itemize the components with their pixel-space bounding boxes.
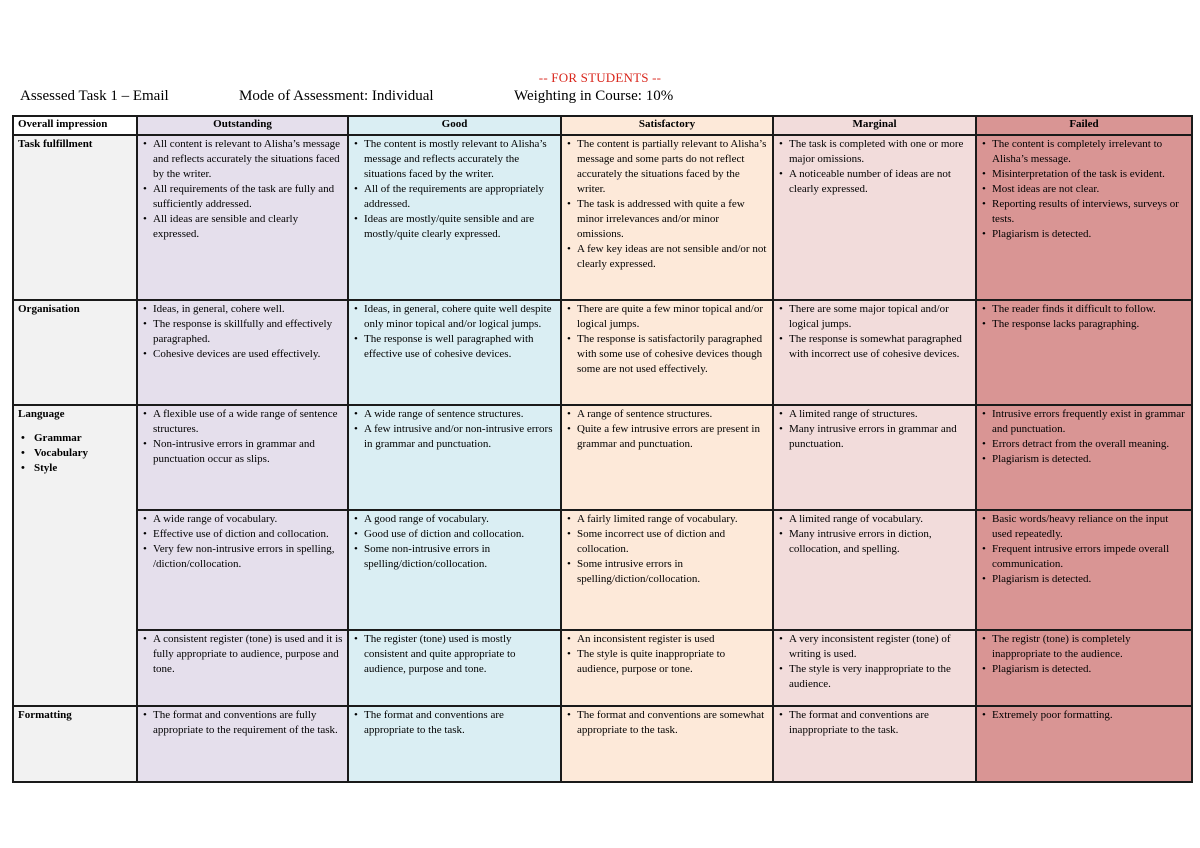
header-row [13,116,1192,135]
descriptor-item: • The format and conventions are appropriate to the task. [364,708,556,738]
descriptor-item: • Some incorrect use of diction and collocation. [577,527,768,557]
row-organisation [13,300,1192,405]
descriptor-item: • Frequent intrusive errors impede overall communication. [992,542,1187,572]
for-students-banner: -- FOR STUDENTS -- [538,70,662,85]
descriptor-item: • A range of sentence structures. [577,407,768,422]
descriptor-item: • Many intrusive errors in diction, collocation, and spelling. [789,527,971,557]
assessment-header [20,88,673,105]
cell-failed [976,300,1192,405]
row-formatting [13,706,1192,782]
cell-satisfactory [561,706,773,782]
subcriterion-grammar: • Grammar [34,431,132,446]
descriptor-item: • The content is completely irrelevant to Alisha’s message. [992,137,1187,167]
descriptor-item: • A few key ideas are not sensible and/or not clearly expressed. [577,242,768,272]
descriptor-item: • Ideas, in general, cohere quite well despite only minor topical and/or logical jumps. [364,302,556,332]
descriptor-item: • Errors detract from the overall meaning. [992,437,1187,452]
descriptor-item: • The content is mostly relevant to Alisha’s message and reflects accurately the situations faced by the writer. [364,137,556,182]
descriptor-item: • Extremely poor formatting. [992,708,1187,723]
col-header-overall-impression: Overall impression [13,116,137,135]
descriptor-list [142,137,343,242]
descriptor-item: • A flexible use of a wide range of sentence structures. [153,407,343,437]
descriptor-item: • A limited range of structures. [789,407,971,422]
descriptor-item: • A few intrusive and/or non-intrusive errors in grammar and punctuation. [364,422,556,452]
cell-good [348,300,561,405]
descriptor-list [142,708,343,738]
descriptor-list [778,632,971,692]
descriptor-list [778,708,971,738]
col-header-marginal: Marginal [773,116,976,135]
descriptor-list [981,708,1187,723]
descriptor-list [981,137,1187,242]
assessment-mode: Mode of Assessment: Individual [239,88,434,104]
cell-outstanding [137,135,348,300]
descriptor-list [566,137,768,272]
descriptor-item: • Ideas are mostly/quite sensible and are mostly/quite clearly expressed. [364,212,556,242]
col-header-satisfactory: Satisfactory [561,116,773,135]
cell-failed [976,510,1192,630]
row-task-fulfillment [13,135,1192,300]
descriptor-item: • The style is very inappropriate to the audience. [789,662,971,692]
descriptor-item: • The content is partially relevant to Alisha’s message and some parts do not reflect accurately the situations faced by the writer. [577,137,768,197]
descriptor-item: • Plagiarism is detected. [992,662,1187,677]
descriptor-item: • A fairly limited range of vocabulary. [577,512,768,527]
descriptor-item: • Very few non-intrusive errors in spelling, /diction/collocation. [153,542,343,572]
col-header-outstanding: Outstanding [137,116,348,135]
descriptor-list [142,512,343,572]
cell-satisfactory [561,510,773,630]
criterion-formatting: Formatting [13,706,137,782]
descriptor-item: • There are some major topical and/or logical jumps. [789,302,971,332]
descriptor-item: • Plagiarism is detected. [992,452,1187,467]
descriptor-list [981,632,1187,677]
cell-satisfactory [561,135,773,300]
descriptor-item: • A very inconsistent register (tone) of writing is used. [789,632,971,662]
descriptor-item: • All requirements of the task are fully and sufficiently addressed. [153,182,343,212]
cell-good [348,630,561,706]
criterion-task-fulfillment: Task fulfillment [13,135,137,300]
descriptor-list [353,708,556,738]
descriptor-list [353,407,556,452]
descriptor-item: • All content is relevant to Alisha’s message and reflects accurately the situations faced by the writer. [153,137,343,182]
descriptor-item: • Good use of diction and collocation. [364,527,556,542]
cell-satisfactory [561,630,773,706]
cell-marginal [773,706,976,782]
rubric-table [12,115,1193,783]
descriptor-item: • A consistent register (tone) is used and it is fully appropriate to audience, purpose and tone. [153,632,343,677]
descriptor-list [566,512,768,587]
cell-outstanding [137,510,348,630]
descriptor-item: • A wide range of sentence structures. [364,407,556,422]
cell-good [348,135,561,300]
row-language-style [13,630,1192,706]
descriptor-item: • All of the requirements are appropriately addressed. [364,182,556,212]
subcriterion-vocabulary: • Vocabulary [34,446,132,461]
criterion-language-label: Language [18,408,65,420]
col-header-good: Good [348,116,561,135]
descriptor-item: • The registr (tone) is completely inappropriate to the audience. [992,632,1187,662]
descriptor-item: • An inconsistent register is used [577,632,768,647]
criterion-organisation: Organisation [13,300,137,405]
descriptor-item: • Intrusive errors frequently exist in grammar and punctuation. [992,407,1187,437]
cell-outstanding [137,300,348,405]
descriptor-list [566,302,768,377]
descriptor-item: • The response is somewhat paragraphed with incorrect use of cohesive devices. [789,332,971,362]
descriptor-list [981,302,1187,332]
row-language-grammar [13,405,1192,510]
descriptor-item: • A wide range of vocabulary. [153,512,343,527]
cell-good [348,706,561,782]
descriptor-item: • Plagiarism is detected. [992,572,1187,587]
descriptor-list [566,708,768,738]
descriptor-item: • The response is skillfully and effectively paragraphed. [153,317,343,347]
descriptor-item: • The format and conventions are fully appropriate to the requirement of the task. [153,708,343,738]
cell-good [348,510,561,630]
descriptor-list [566,632,768,677]
descriptor-list [778,137,971,197]
criterion-language [13,405,137,706]
descriptor-list [142,632,343,677]
descriptor-item: • A noticeable number of ideas are not clearly expressed. [789,167,971,197]
descriptor-item: • Many intrusive errors in grammar and punctuation. [789,422,971,452]
cell-marginal [773,630,976,706]
descriptor-list [566,407,768,452]
descriptor-item: • Basic words/heavy reliance on the input used repeatedly. [992,512,1187,542]
descriptor-list [142,302,343,362]
descriptor-item: • Some non-intrusive errors in spelling/diction/collocation. [364,542,556,572]
cell-failed [976,706,1192,782]
cell-outstanding [137,630,348,706]
descriptor-item: • Non-intrusive errors in grammar and punctuation occur as slips. [153,437,343,467]
cell-good [348,405,561,510]
descriptor-item: • Misinterpretation of the task is evident. [992,167,1187,182]
task-title: Assessed Task 1 – Email [20,88,169,104]
descriptor-item: • The reader finds it difficult to follow. [992,302,1187,317]
descriptor-item: • Ideas, in general, cohere well. [153,302,343,317]
descriptor-item: • Most ideas are not clear. [992,182,1187,197]
descriptor-item: • Effective use of diction and collocation. [153,527,343,542]
cell-failed [976,135,1192,300]
descriptor-item: • A good range of vocabulary. [364,512,556,527]
descriptor-item: • The register (tone) used is mostly consistent and quite appropriate to audience, purpose and tone. [364,632,556,677]
descriptor-list [778,302,971,362]
cell-satisfactory [561,300,773,405]
descriptor-list [142,407,343,467]
cell-failed [976,630,1192,706]
descriptor-list [353,512,556,572]
subcriterion-style: • Style [34,461,132,476]
cell-marginal [773,510,976,630]
cell-marginal [773,300,976,405]
cell-marginal [773,135,976,300]
descriptor-item: • The format and conventions are somewhat appropriate to the task. [577,708,768,738]
descriptor-item: • The format and conventions are inappropriate to the task. [789,708,971,738]
cell-satisfactory [561,405,773,510]
language-subcriteria [18,431,132,476]
descriptor-item: • The response is well paragraphed with effective use of cohesive devices. [364,332,556,362]
descriptor-item: • Plagiarism is detected. [992,227,1187,242]
cell-failed [976,405,1192,510]
descriptor-item: • Quite a few intrusive errors are present in grammar and punctuation. [577,422,768,452]
descriptor-item: • All ideas are sensible and clearly expressed. [153,212,343,242]
descriptor-item: • The response lacks paragraphing. [992,317,1187,332]
cell-outstanding [137,706,348,782]
descriptor-item: • Cohesive devices are used effectively. [153,347,343,362]
descriptor-item: • There are quite a few minor topical and/or logical jumps. [577,302,768,332]
col-header-failed: Failed [976,116,1192,135]
descriptor-item: • The task is completed with one or more major omissions. [789,137,971,167]
descriptor-item: • Some intrusive errors in spelling/diction/collocation. [577,557,768,587]
descriptor-item: • The style is quite inappropriate to audience, purpose or tone. [577,647,768,677]
descriptor-list [353,137,556,242]
cell-marginal [773,405,976,510]
descriptor-list [353,632,556,677]
course-weighting: Weighting in Course: 10% [514,88,674,104]
cell-outstanding [137,405,348,510]
descriptor-item: • The task is addressed with quite a few minor irrelevances and/or minor omissions. [577,197,768,242]
descriptor-list [778,407,971,452]
descriptor-item: • Reporting results of interviews, surveys or tests. [992,197,1187,227]
row-language-vocabulary [13,510,1192,630]
descriptor-list [981,407,1187,467]
descriptor-list [981,512,1187,587]
descriptor-item: • A limited range of vocabulary. [789,512,971,527]
descriptor-item: • The response is satisfactorily paragraphed with some use of cohesive devices though some are not used effectively. [577,332,768,377]
descriptor-list [778,512,971,557]
descriptor-list [353,302,556,362]
